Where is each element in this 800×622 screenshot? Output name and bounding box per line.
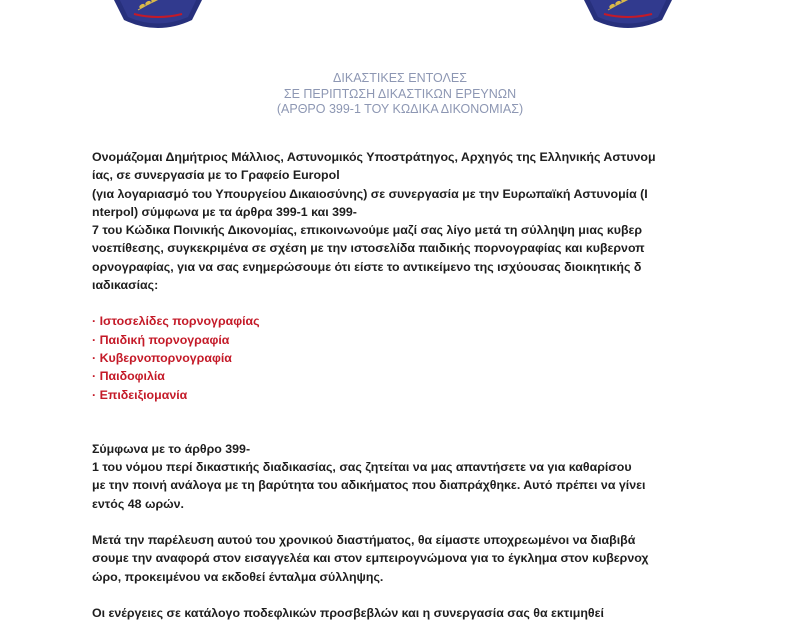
intro-line: nterpol) σύμφωνα με τα άρθρα 399-1 και 399- xyxy=(92,205,357,219)
document-body xyxy=(92,148,712,622)
intro-line: Ονομάζομαι Δημήτριος Μάλλιος, Αστυνομικός Υποστράτηγος, Αρχηγός της Ελληνικής Αστυνομ xyxy=(92,150,656,164)
deadline-line: εντός 48 ωρών. xyxy=(92,497,184,511)
offense-list xyxy=(92,312,712,403)
intro-line: ίας, σε συνεργασία με το Γραφείο Europol xyxy=(92,168,340,182)
offense-item: · Κυβερνοπορνογραφία xyxy=(92,349,712,367)
deadline-line: με την ποινή ανάλογα με τη βαρύτητα του αδικήματος που διαπράχθηκε. Αυτό πρέπει να γίνει xyxy=(92,478,645,492)
offense-item: · Επιδειξιομανία xyxy=(92,386,712,404)
intro-line: 7 του Κώδικα Ποινικής Δικονομίας, επικοινωνούμε μαζί σας λίγο μετά τη σύλληψη μιας κυβερ xyxy=(92,223,642,237)
intro-line: νοεπίθεσης, συγκεκριμένα σε σχέση με την ιστοσελίδα παιδικής πορνογραφίας και κυβερνοπ xyxy=(92,241,645,255)
offense-item: · Παιδική πορνογραφία xyxy=(92,331,712,349)
offense-item: · Παιδοφιλία xyxy=(92,367,712,385)
deadline-paragraph xyxy=(92,440,712,513)
header-subtitle: ΣΕ ΠΕΡΙΠΤΩΣΗ ΔΙΚΑΣΤΙΚΩΝ ΕΡΕΥΝΩΝ xyxy=(200,87,600,103)
intro-line: ιαδικασίας: xyxy=(92,278,158,292)
deadline-line: 1 του νόμου περί δικαστικής διαδικασίας, σας ζητείται να μας απαντήσετε να για καθαρίσου xyxy=(92,460,632,474)
header-article-ref: (ΑΡΘΡΟ 399-1 ΤΟΥ ΚΩΔΙΚΑ ΔΙΚΟΝΟΜΙΑΣ) xyxy=(200,102,600,118)
police-emblem-left-icon xyxy=(108,0,208,32)
police-emblem-right-icon xyxy=(578,0,678,32)
cutoff-line: Οι ενέργειες σε κατάλογο ποδεφλικών προσβεβλών και η συνεργασία σας θα εκτιμηθεί xyxy=(92,606,604,620)
consequence-line: ώρο, προκειμένου να εκδοθεί ένταλμα σύλληψης. xyxy=(92,570,383,584)
deadline-line: Σύμφωνα με το άρθρο 399- xyxy=(92,442,250,456)
intro-line: ορνογραφίας, για να σας ενημερώσουμε ότι είστε το αντικείμενο της ισχύουσας διοικητικής δ xyxy=(92,260,641,274)
cutoff-paragraph xyxy=(92,604,712,622)
intro-paragraph xyxy=(92,148,712,294)
header-title: ΔΙΚΑΣΤΙΚΕΣ ΕΝΤΟΛΕΣ xyxy=(200,71,600,87)
consequence-line: σουμε την αναφορά στον εισαγγελέα και στον εμπειρογνώμονα για το έγκλημα στον κυβερνοχ xyxy=(92,551,649,565)
intro-line: (για λογαριασμό του Υπουργείου Δικαιοσύνης) σε συνεργασία με την Ευρωπαϊκή Αστυνομία (I xyxy=(92,187,648,201)
offense-item: · Ιστοσελίδες πορνογραφίας xyxy=(92,312,712,330)
consequence-line: Μετά την παρέλευση αυτού του χρονικού διαστήματος, θα είμαστε υποχρεωμένοι να διαβιβά xyxy=(92,533,635,547)
consequence-paragraph xyxy=(92,531,712,586)
document-header xyxy=(200,71,600,118)
